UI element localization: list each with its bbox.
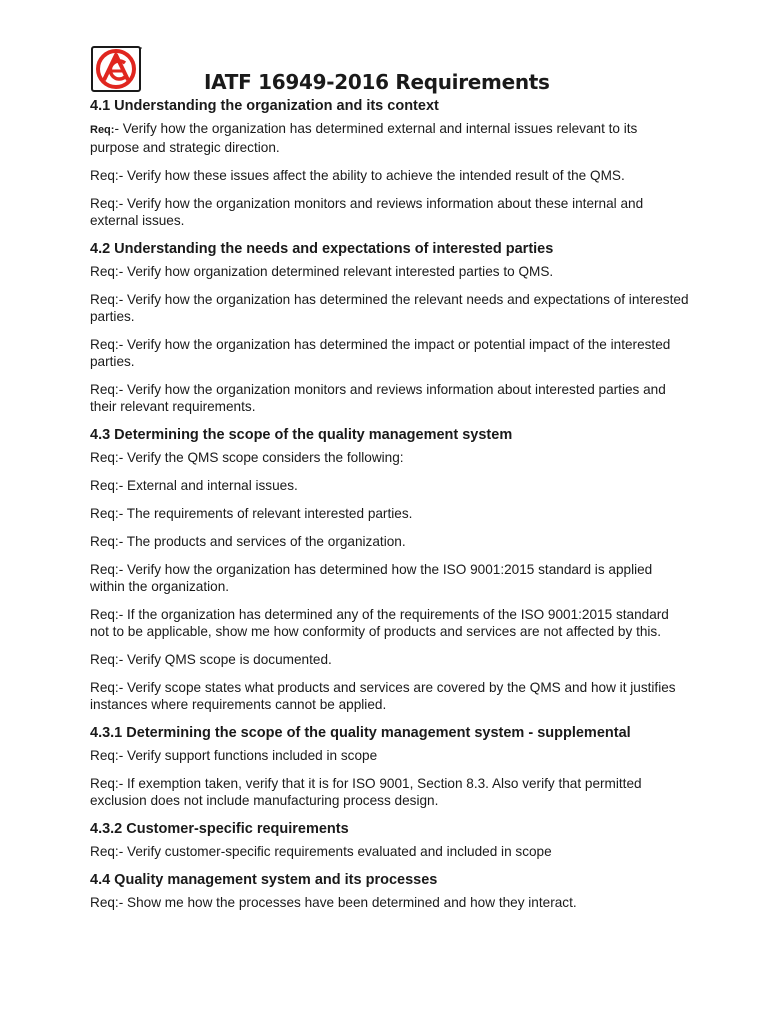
req-text: - If the organization has determined any of the requirements of the ISO 9001:2015 standard not to be applicable, show me how conformity of products and services are not affected by this. [90, 607, 669, 639]
requirement-item [90, 505, 690, 522]
req-tag: Req: [90, 607, 119, 622]
req-text: - Verify scope states what products and services are covered by the QMS and how it justifies instances where requirements cannot be applied. [90, 680, 676, 712]
req-tag: Req: [90, 506, 119, 521]
requirement-item [90, 195, 690, 229]
req-tag: Req: [90, 382, 119, 397]
req-tag: Req: [90, 478, 119, 493]
requirement-item [90, 679, 690, 713]
requirement-item [90, 651, 690, 668]
req-tag: Req: [90, 680, 119, 695]
requirement-item [90, 533, 690, 550]
req-text: - The products and services of the organization. [118, 534, 406, 549]
req-tag: Req: [90, 168, 119, 183]
section-heading: 4.3 Determining the scope of the quality management system [90, 427, 513, 443]
requirement-item [90, 336, 690, 370]
req-text: - Verify the QMS scope considers the following: [118, 450, 404, 465]
req-text: - External and internal issues. [118, 478, 298, 493]
req-text: - Verify how the organization has determined how the ISO 9001:2015 standard is applied within the organization. [90, 562, 653, 594]
requirement-item [90, 477, 690, 494]
section-heading: 4.1 Understanding the organization and its context [90, 98, 439, 114]
sections-container [90, 97, 690, 911]
req-text: - Verify how the organization monitors and reviews information about interested parties and their relevant requirements. [90, 382, 666, 414]
req-text: - Verify how the organization has determined the impact or potential impact of the interested parties. [90, 337, 671, 369]
requirement-item [90, 775, 690, 809]
company-logo-icon [91, 46, 143, 92]
section [90, 240, 690, 415]
req-tag: Req: [90, 895, 119, 910]
requirement-item [90, 894, 690, 911]
requirement-item [90, 843, 690, 860]
req-text: - Verify how the organization monitors and reviews information about these internal and external issues. [90, 196, 644, 228]
requirement-item [90, 381, 690, 415]
req-tag: Req: [90, 196, 119, 211]
requirement-item [90, 120, 690, 156]
req-text: - Verify support functions included in scope [118, 748, 378, 763]
req-text: - Verify how the organization has determined external and internal issues relevant to its purpose and strategic direction. [90, 121, 638, 155]
req-tag: Req: [90, 450, 119, 465]
requirement-item [90, 747, 690, 764]
requirement-item [90, 606, 690, 640]
section [90, 724, 690, 809]
section-heading: 4.4 Quality management system and its processes [90, 872, 438, 888]
req-text: - Verify QMS scope is documented. [118, 652, 332, 667]
section [90, 871, 690, 911]
section [90, 426, 690, 713]
section [90, 820, 690, 860]
requirement-item [90, 291, 690, 325]
req-tag: Req: [90, 652, 119, 667]
requirement-item [90, 561, 690, 595]
req-tag: Req: [90, 534, 119, 549]
requirement-item [90, 449, 690, 466]
section-heading: 4.3.2 Customer-specific requirements [90, 821, 349, 837]
document-body [90, 97, 690, 922]
req-text: - Show me how the processes have been determined and how they interact. [118, 895, 577, 910]
req-text: - Verify customer-specific requirements evaluated and included in scope [118, 844, 552, 859]
req-tag: Req: [90, 264, 119, 279]
req-text: - Verify how the organization has determined the relevant needs and expectations of interested parties. [90, 292, 689, 324]
requirement-item [90, 263, 690, 280]
req-tag: Req: [90, 292, 119, 307]
req-tag: Req: [90, 844, 119, 859]
req-text: - Verify how these issues affect the ability to achieve the intended result of the QMS. [118, 168, 625, 183]
requirement-item [90, 167, 690, 184]
section-heading: 4.3.1 Determining the scope of the quality management system - supplemental [90, 725, 631, 741]
req-text: - Verify how organization determined relevant interested parties to QMS. [118, 264, 554, 279]
req-tag: Req: [90, 124, 115, 136]
section-heading: 4.2 Understanding the needs and expectations of interested parties [90, 241, 554, 257]
req-text: - If exemption taken, verify that it is for ISO 9001, Section 8.3. Also verify that permitted exclusion does not include manufacturing process design. [90, 776, 642, 808]
req-tag: Req: [90, 748, 119, 763]
req-tag: Req: [90, 562, 119, 577]
document-title: IATF 16949-2016 Requirements [204, 70, 550, 94]
req-text: - The requirements of relevant interested parties. [118, 506, 413, 521]
req-tag: Req: [90, 776, 119, 791]
req-tag: Req: [90, 337, 119, 352]
section [90, 97, 690, 229]
